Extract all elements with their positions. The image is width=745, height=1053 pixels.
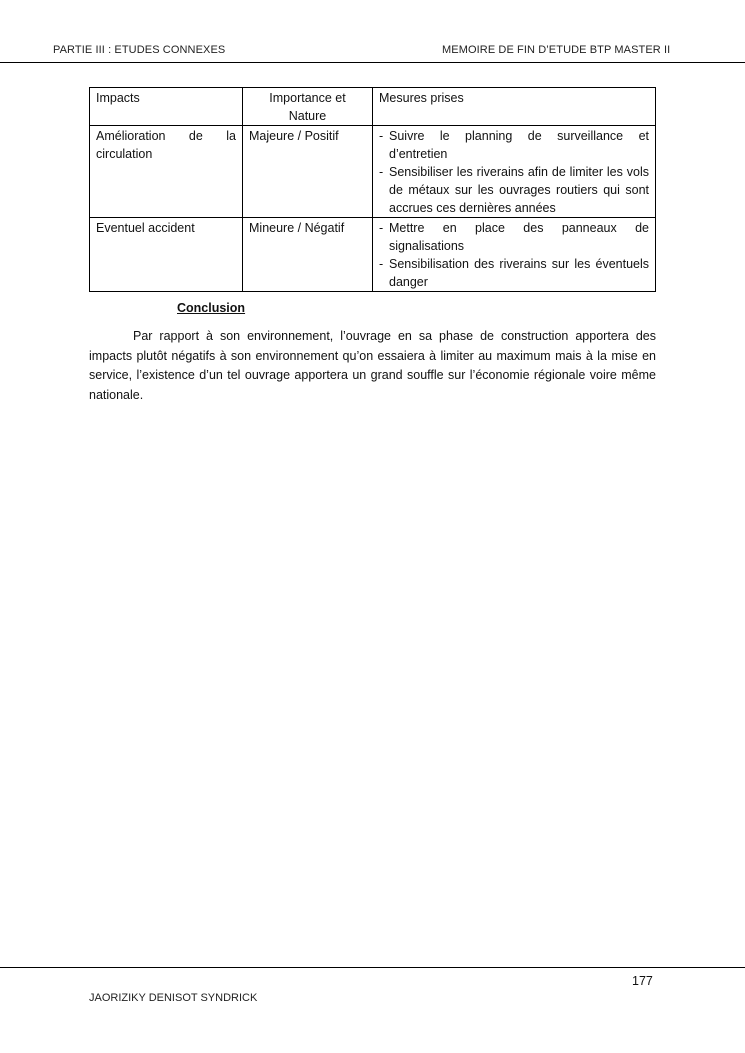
impacts-table [89, 87, 656, 292]
measures-cell [373, 218, 656, 292]
conclusion-paragraph: Par rapport à son environnement, l’ouvrage en sa phase de construction apportera des impacts plutôt négatifs à son environnement qu’on essaiera à limiter au maximum mais à la mise en service, l’existence d’un tel ouvrage apportera un grand souffle sur l’économie régionale voire même nationale. [89, 329, 656, 402]
measure-item: - Mettre en place des panneaux de signalisations [379, 219, 649, 255]
conclusion-heading: Conclusion [177, 301, 246, 315]
header-cell-measures: Mesures prises [373, 88, 656, 126]
measures-list [379, 127, 649, 217]
header-cell-importance: Importance et Nature [243, 88, 373, 126]
header-divider [0, 62, 745, 63]
table-row [90, 126, 656, 218]
measure-item: - Suivre le planning de surveillance et d’entretien [379, 127, 649, 163]
measures-list [379, 219, 649, 291]
nature-cell: Mineure / Négatif [243, 218, 373, 292]
nature-cell: Majeure / Positif [243, 126, 373, 218]
impact-cell: Amélioration de la circulation [90, 126, 243, 218]
running-header-left: PARTIE III : ETUDES CONNEXES [53, 44, 226, 56]
measures-cell [373, 126, 656, 218]
measure-item: - Sensibiliser les riverains afin de limiter les vols de métaux sur les ouvrages routiers qui sont accrues ces dernières années [379, 163, 649, 217]
running-header-right: MEMOIRE DE FIN D’ETUDE BTP MASTER II [442, 44, 671, 56]
page-number: 177 [632, 974, 653, 988]
footer-divider [0, 967, 745, 968]
measure-item: - Sensibilisation des riverains sur les éventuels danger [379, 255, 649, 291]
impact-cell: Eventuel accident [90, 218, 243, 292]
footer-author: JAORIZIKY DENISOT SYNDRICK [89, 992, 258, 1004]
table-header-row [90, 88, 656, 126]
header-cell-impacts: Impacts [90, 88, 243, 126]
table-row [90, 218, 656, 292]
